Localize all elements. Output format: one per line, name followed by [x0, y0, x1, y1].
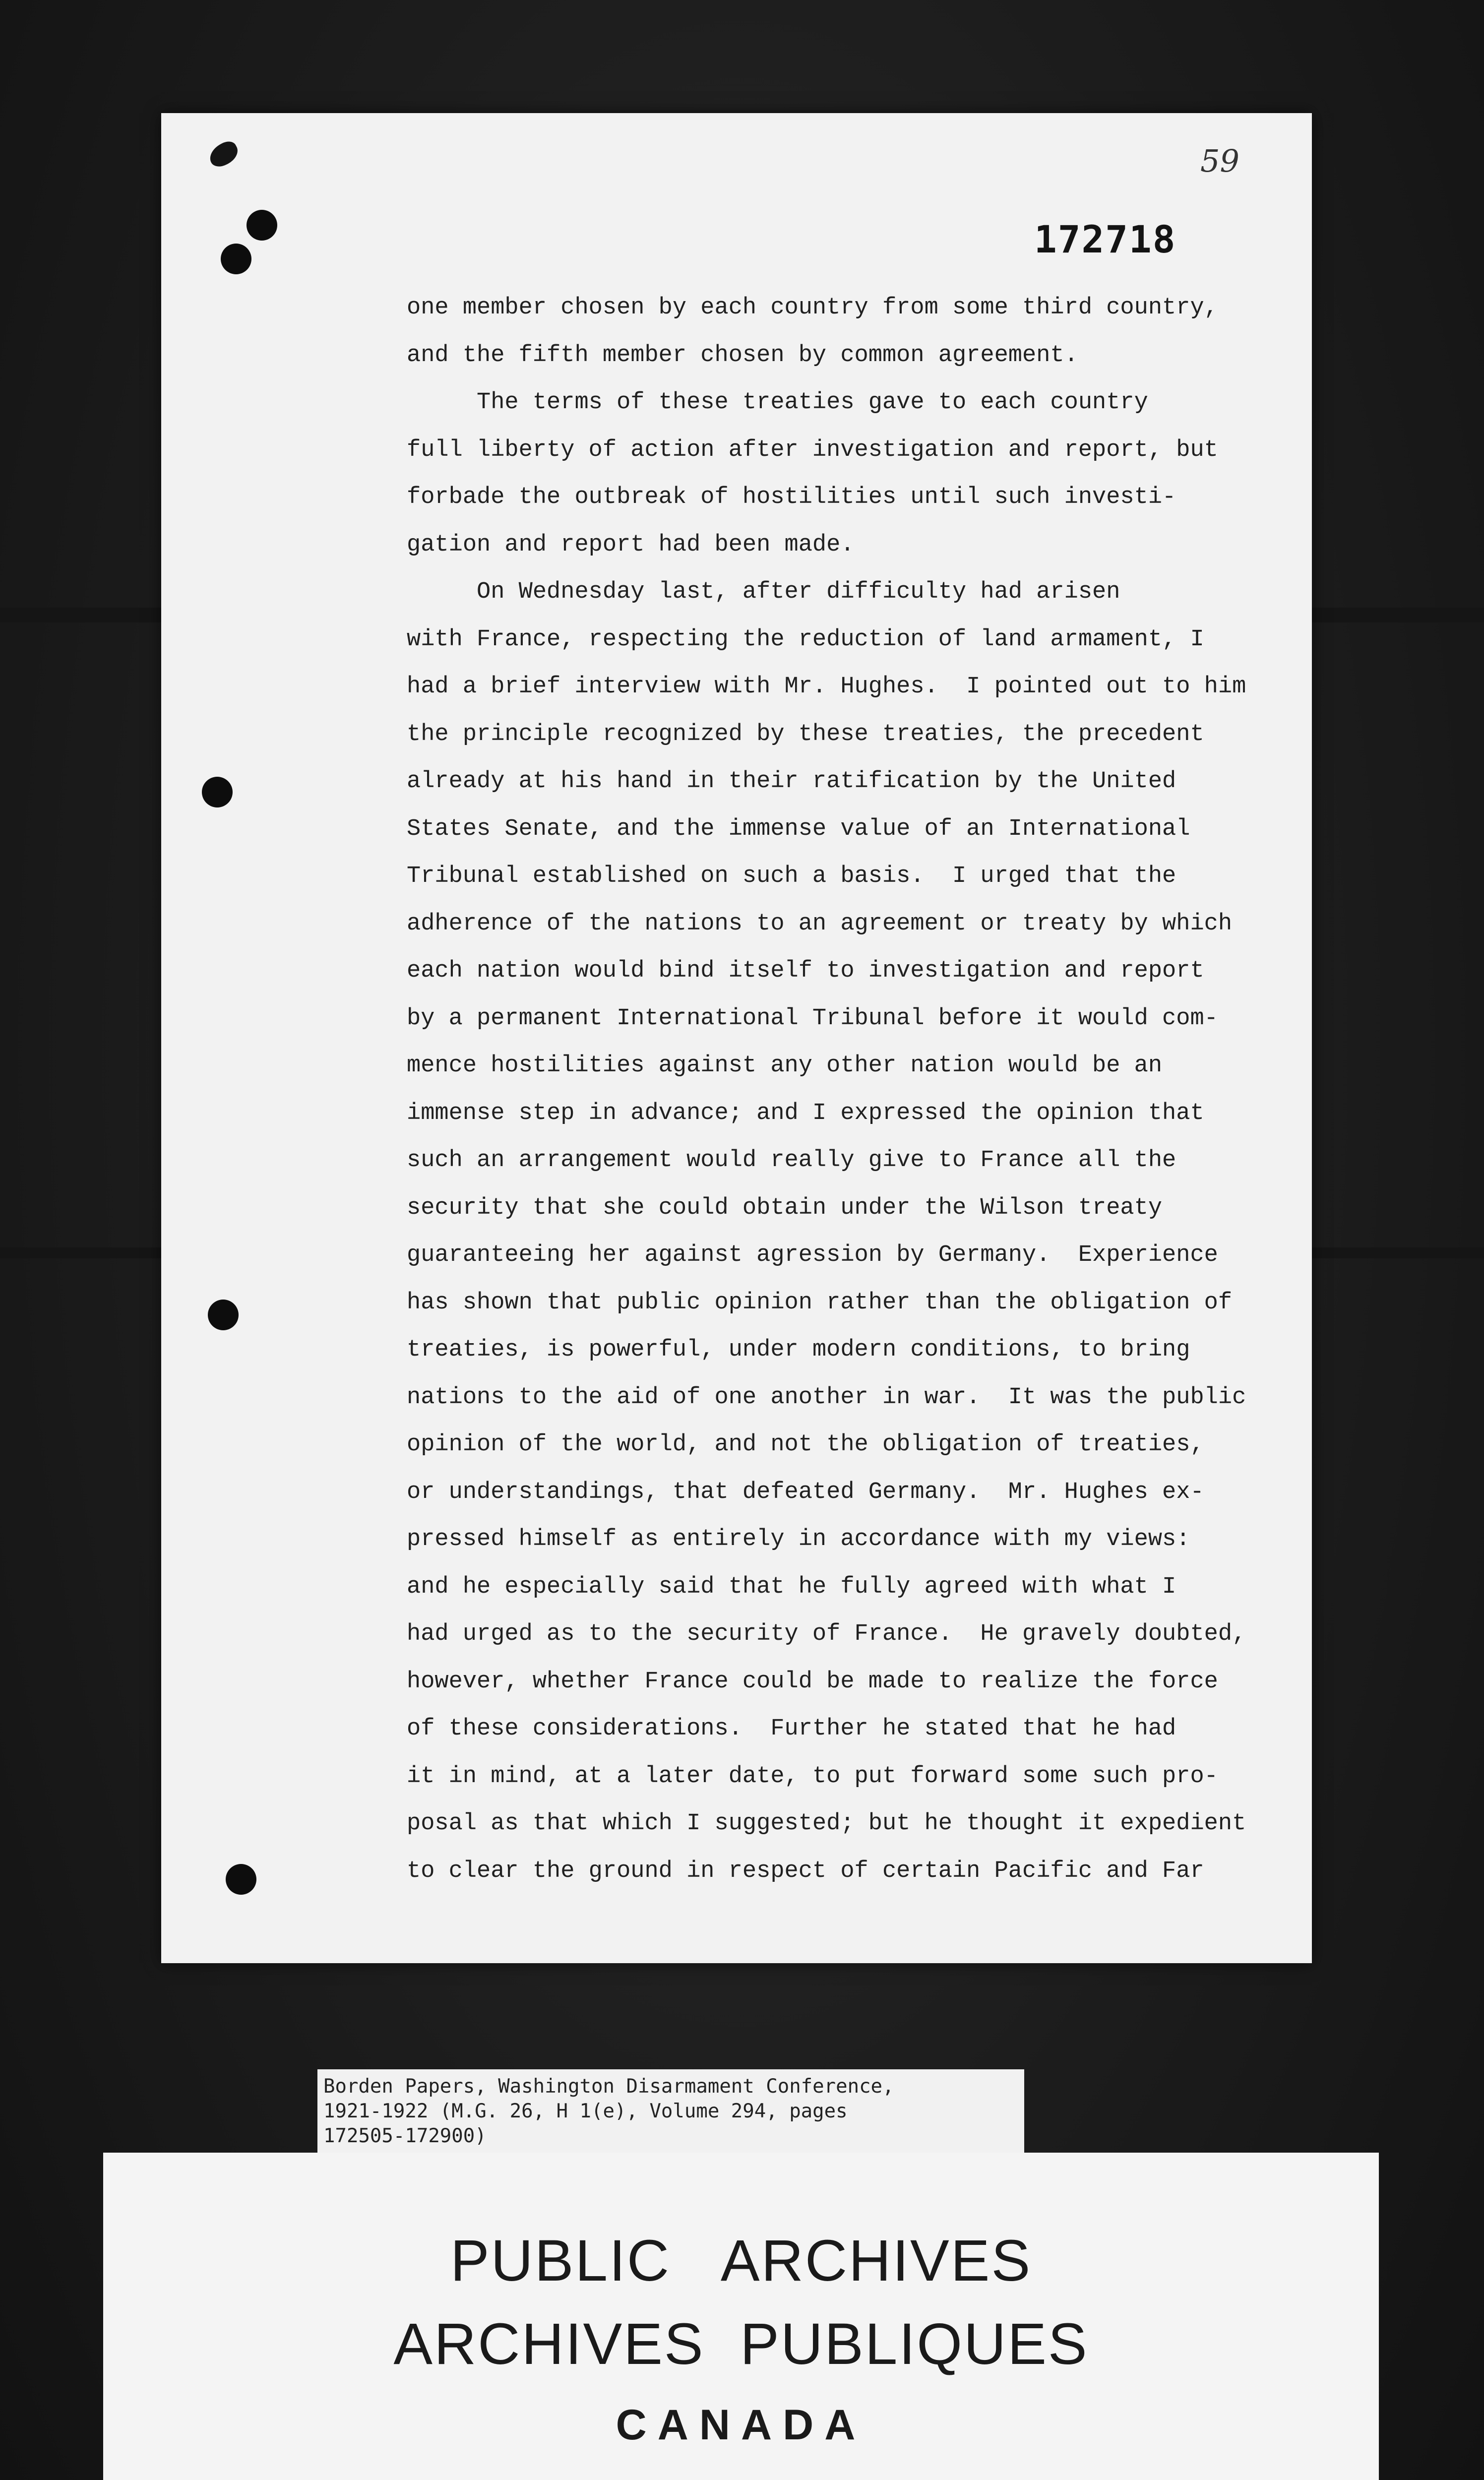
text-line: opinion of the world, and not the obligation of treaties, [407, 1431, 1204, 1458]
archives-label-french: ARCHIVES PUBLIQUES [393, 2311, 1089, 2377]
text-line: already at his hand in their ratification by the United [407, 768, 1176, 795]
text-line: States Senate, and the immense value of an International [407, 815, 1190, 842]
archives-label-country: CANADA [616, 2401, 866, 2449]
text-line: posal as that which I suggested; but he thought it expedient [407, 1810, 1246, 1837]
text-line: and the fifth member chosen by common agreement. [407, 342, 1078, 369]
text-line: has shown that public opinion rather than the obligation of [407, 1289, 1233, 1316]
text-line: mence hostilities against any other nation would be an [407, 1053, 1163, 1079]
text-line: each nation would bind itself to investigation and report [407, 958, 1204, 984]
citation-line: Borden Papers, Washington Disarmament Conference, [323, 2075, 894, 2098]
punch-hole [247, 210, 277, 241]
text-line: immense step in advance; and I expressed the opinion that [407, 1100, 1204, 1126]
text-line: Tribunal established on such a basis. I urged that the [407, 863, 1176, 889]
text-line: however, whether France could be made to realize the force [407, 1668, 1218, 1695]
citation-label [317, 2069, 1024, 2154]
text-line: pressed himself as entirely in accordance with my views: [407, 1526, 1190, 1552]
folio-number: 59 [1200, 143, 1239, 179]
text-line: of these considerations. Further he stated that he had [407, 1716, 1176, 1742]
text-line: it in mind, at a later date, to put forward some such pro- [407, 1763, 1218, 1790]
text-line: had a brief interview with Mr. Hughes. I pointed out to him [407, 674, 1246, 700]
text-line: the principle recognized by these treaties, the precedent [407, 721, 1204, 747]
text-line: one member chosen by each country from some third country, [407, 295, 1218, 321]
text-line: security that she could obtain under the Wilson treaty [407, 1194, 1163, 1221]
text-line: such an arrangement would really give to France all the [407, 1147, 1176, 1174]
text-line: The terms of these treaties gave to each country [407, 389, 1148, 416]
document-page [161, 113, 1312, 1963]
punch-hole [208, 1300, 239, 1330]
text-line: full liberty of action after investigation and report, but [407, 436, 1218, 463]
text-line: to clear the ground in respect of certain Pacific and Far [407, 1858, 1204, 1884]
punch-hole [221, 244, 251, 274]
text-line: forbade the outbreak of hostilities until such investi- [407, 484, 1176, 510]
text-line: adherence of the nations to an agreement or treaty by which [407, 910, 1233, 937]
text-line: had urged as to the security of France. He gravely doubted, [407, 1621, 1246, 1647]
document-stamp-number: 172718 [1034, 217, 1176, 261]
text-line: guaranteeing her against agression by Germany. Experience [407, 1242, 1218, 1268]
punch-hole [202, 777, 233, 807]
ink-smudge [206, 138, 242, 170]
citation-line: 172505-172900) [323, 2125, 487, 2147]
typed-text [407, 284, 1280, 1895]
text-line: On Wednesday last, after difficulty had arisen [407, 579, 1120, 605]
archives-label [103, 2153, 1379, 2480]
text-line: or understandings, that defeated Germany. Mr. Hughes ex- [407, 1479, 1204, 1505]
citation-line: 1921-1922 (M.G. 26, H 1(e), Volume 294, pages [323, 2100, 848, 2122]
text-line: nations to the aid of one another in war. It was the public [407, 1384, 1246, 1411]
punch-hole [226, 1864, 256, 1895]
archives-label-english: PUBLIC ARCHIVES [450, 2228, 1032, 2294]
text-line: by a permanent International Tribunal before it would com- [407, 1005, 1218, 1032]
text-line: gation and report had been made. [407, 531, 855, 558]
text-line: and he especially said that he fully agreed with what I [407, 1573, 1176, 1600]
text-line: with France, respecting the reduction of land armament, I [407, 626, 1204, 653]
text-line: treaties, is powerful, under modern conditions, to bring [407, 1337, 1190, 1363]
